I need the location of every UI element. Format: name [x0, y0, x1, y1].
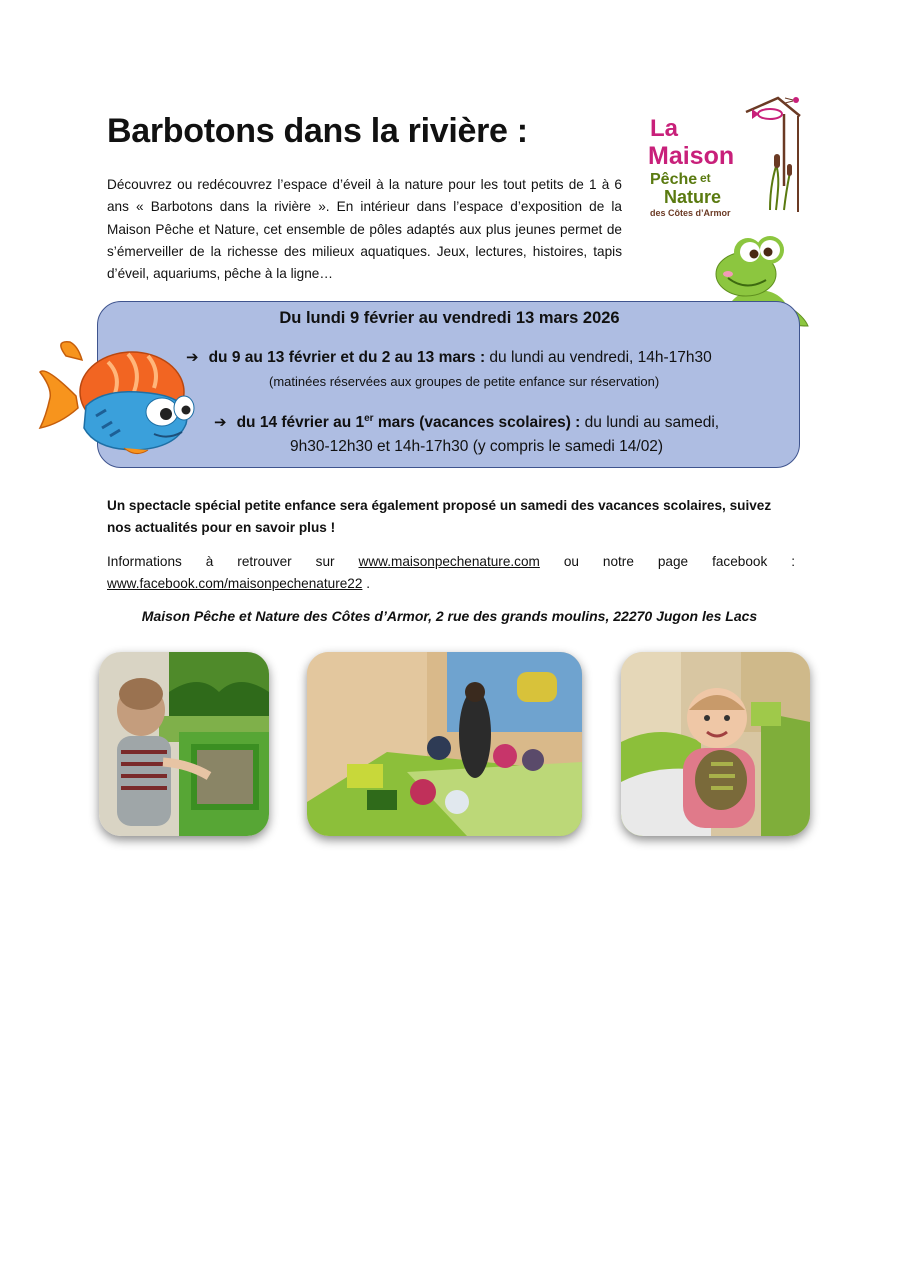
logo-word-peche: Pêche: [650, 171, 698, 188]
period-2-dates-b: mars (vacances scolaires) :: [373, 414, 581, 432]
website-link[interactable]: www.maisonpechenature.com: [358, 554, 540, 569]
period-2-sup: er: [364, 413, 374, 424]
period-1-dates: du 9 au 13 février et du 2 au 13 mars :: [208, 349, 486, 366]
intro-paragraph: Découvrez ou redécouvrez l’espace d’éveil à la nature pour les tout petits de 1 à 6 ans « Barbotons dans la rivière ». En intérieur dans l’espace d’exposition de la Maison Pêche et Nature, cet ensemble de pôles adaptés aux plus jeunes permet de s’émerveiller de la richesse des milieux aquatiques. Jeux, lectures, histoires, tapis d’éveil, aquariums, pêche à la ligne…: [107, 177, 622, 282]
schedule-period-1: [186, 348, 712, 367]
info-prefix: Informations à retrouver sur: [107, 554, 359, 569]
schedule-heading: Du lundi 9 février au vendredi 13 mars 2026: [279, 309, 620, 327]
logo-word-maison: Maison: [648, 142, 735, 170]
logo-subtitle: des Côtes d’Armor: [650, 208, 731, 218]
spectacle-announcement: Un spectacle spécial petite enfance sera également proposé un samedi des vacances scolaires, suivez nos actualités pour en savoir plus !: [107, 498, 772, 535]
address: Maison Pêche et Nature des Côtes d’Armor, 2 rue des grands moulins, 22270 Jugon les Lacs: [141, 608, 758, 624]
photo-group-activity: [307, 652, 582, 836]
photo-child-water-tray: [99, 652, 269, 836]
logo-word-et: et: [700, 171, 711, 185]
logo-word-la: La: [650, 115, 679, 142]
period-2-days: du lundi au samedi,: [580, 414, 720, 432]
period-1-note: (matinées réservées aux groupes de petite enfance sur réservation): [269, 374, 660, 389]
period-2-hours: 9h30-12h30 et 14h-17h30 (y compris le samedi 14/02): [290, 438, 664, 455]
photo-baby-toy: [621, 652, 810, 836]
information-line-2: [107, 573, 370, 595]
information-line-1: [107, 551, 795, 573]
arrow-right-icon: ➔: [186, 349, 199, 366]
facebook-link[interactable]: www.facebook.com/maisonpechenature22: [107, 576, 363, 591]
logo-word-nature: Nature: [664, 187, 722, 207]
info-middle: ou notre page facebook :: [539, 554, 795, 569]
schedule-period-2: [214, 413, 719, 432]
maison-peche-nature-logo: [638, 92, 808, 222]
fish-illustration: [36, 336, 196, 458]
arrow-right-icon: ➔: [214, 414, 227, 432]
period-1-hours: du lundi au vendredi, 14h-17h30: [485, 349, 712, 366]
info-suffix: .: [362, 576, 370, 591]
page-title: Barbotons dans la rivière :: [107, 112, 528, 150]
period-2-dates-a: du 14 février au 1: [236, 414, 365, 432]
